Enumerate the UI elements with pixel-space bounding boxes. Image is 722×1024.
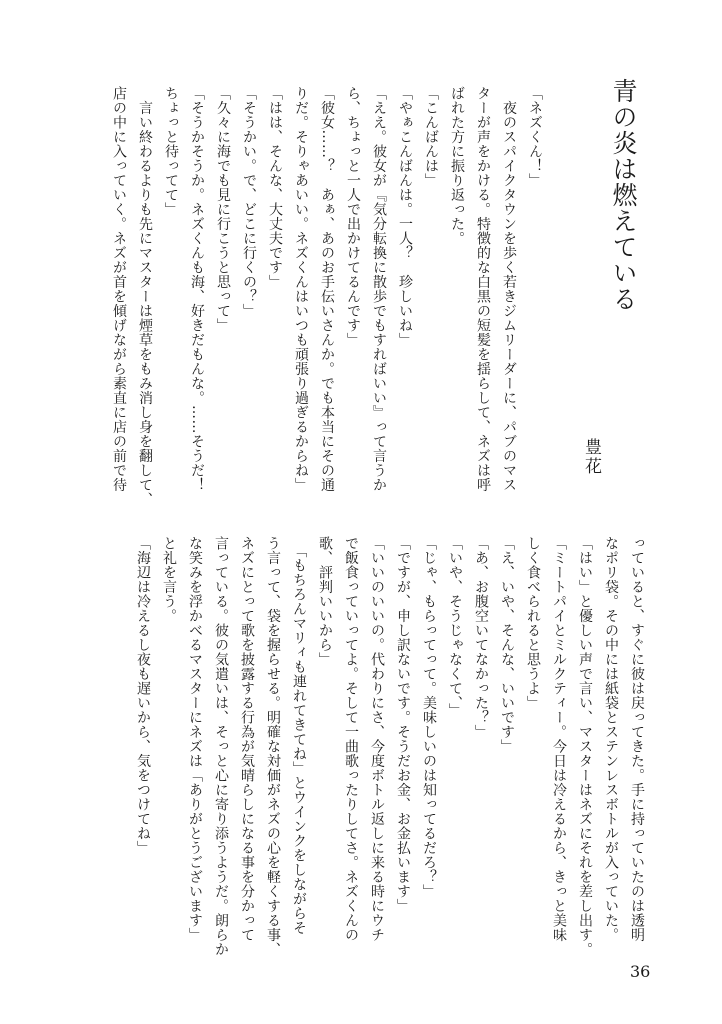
- story-title: 青の炎は燃えている: [609, 78, 638, 312]
- text-line: 「彼女……？ あぁ、あのお手伝いさんか。でも本当にその通: [319, 86, 335, 492]
- text-line: ら、ちょっと一人で出かけてるんです」: [345, 86, 361, 347]
- text-line: 「そうかそうか。ネズくんも海、好きだもんな。……そうだ！: [189, 86, 205, 492]
- text-line: 歌、評判いいから」: [317, 536, 333, 667]
- text-line: 「はい」と優しい声で言い、マスターはネズにそれを差し出す。: [577, 536, 593, 957]
- text-line: 「はは、そんな、大丈夫です」: [267, 86, 283, 289]
- text-line: っていると、すぐに彼は戻ってきた。手に持っていたのは透明: [629, 536, 645, 942]
- text-line: 「ですが、申し訳ないです。そうだお金、お金払います」: [395, 536, 411, 913]
- text-line: 「やぁこんばんは。一人？ 珍しいね」: [397, 86, 413, 347]
- text-line: 「こんばんは」: [423, 86, 439, 188]
- text-line: 「いや、そうじゃなくて、」: [447, 536, 463, 718]
- text-line: 「海辺は冷えるし夜も遅いから、気をつけてね」: [135, 536, 151, 855]
- text-line: 言い終わるよりも先にマスターは煙草をもみ消し身を翻して、: [137, 86, 153, 507]
- text-line: な笑みを浮かべるマスターにネズは「ありがとうございます」: [187, 536, 203, 942]
- text-line: 「え、いや、そんな、いいです」: [499, 536, 515, 754]
- text-line: 「ミートパイとミルクティー。今日は冷えるから、きっと美味: [551, 536, 567, 942]
- text-line: なポリ袋。その中には紙袋とステンレスボトルが入っていた。: [603, 536, 619, 942]
- text-line: う言って、袋を握らせる。明確な対価がネズの心を軽くする事、: [265, 536, 281, 957]
- text-line: 「いいのいいの。代わりにさ、今度ボトル返しに来る時にウチ: [369, 536, 385, 942]
- text-line: と礼を言う。: [161, 536, 177, 623]
- text-block-lower: [130, 536, 650, 956]
- author-name: 豊花: [581, 438, 601, 476]
- text-line: 店の中に入っていく。ネズが首を傾げながら素直に店の前で待: [111, 86, 127, 492]
- text-line: りだ。そりゃあいい。ネズくんはいつも頑張り過ぎるからね」: [293, 86, 309, 492]
- text-line: 「じゃ、もらってって。美味しいのは知ってるだろ？」: [421, 536, 437, 899]
- text-line: しく食べられると思うよ」: [525, 536, 541, 710]
- text-line: ターが声をかける。特徴的な白黒の短髪を揺らして、ネズは呼: [475, 86, 491, 492]
- text-line: 「あ、お腹空いてなかった？」: [473, 536, 489, 739]
- text-line: 言っている。彼の気遣いは、そっと心に寄り添うようだ。朗らか: [213, 536, 229, 957]
- text-line: ばれた方に振り返った。: [449, 86, 465, 246]
- text-line: 「もちろんマリィも連れてきてね」とウインクをしながらそ: [291, 536, 307, 935]
- text-line: 「久々に海でも見に行こうと思って」: [215, 86, 231, 333]
- text-block-upper: [106, 86, 548, 506]
- text-line: 「ネズくん！」: [527, 86, 543, 188]
- text-line: 夜のスパイクタウンを歩く若きジムリーダーに、パブのマス: [501, 86, 517, 492]
- text-line: ネズにとって歌を披露する行為が気晴らしになる事を分かって: [239, 536, 255, 942]
- text-line: で飯食っていってよ。そして一曲歌ったりしてさ。ネズくんの: [343, 536, 359, 942]
- text-line: 「そうかい。で、どこに行くの？」: [241, 86, 257, 318]
- text-line: 「ええ。彼女が『気分転換に散歩でもすればいい』って言うか: [371, 86, 387, 492]
- text-line: ちょっと待ってて」: [163, 86, 179, 217]
- page-number: 36: [630, 962, 651, 981]
